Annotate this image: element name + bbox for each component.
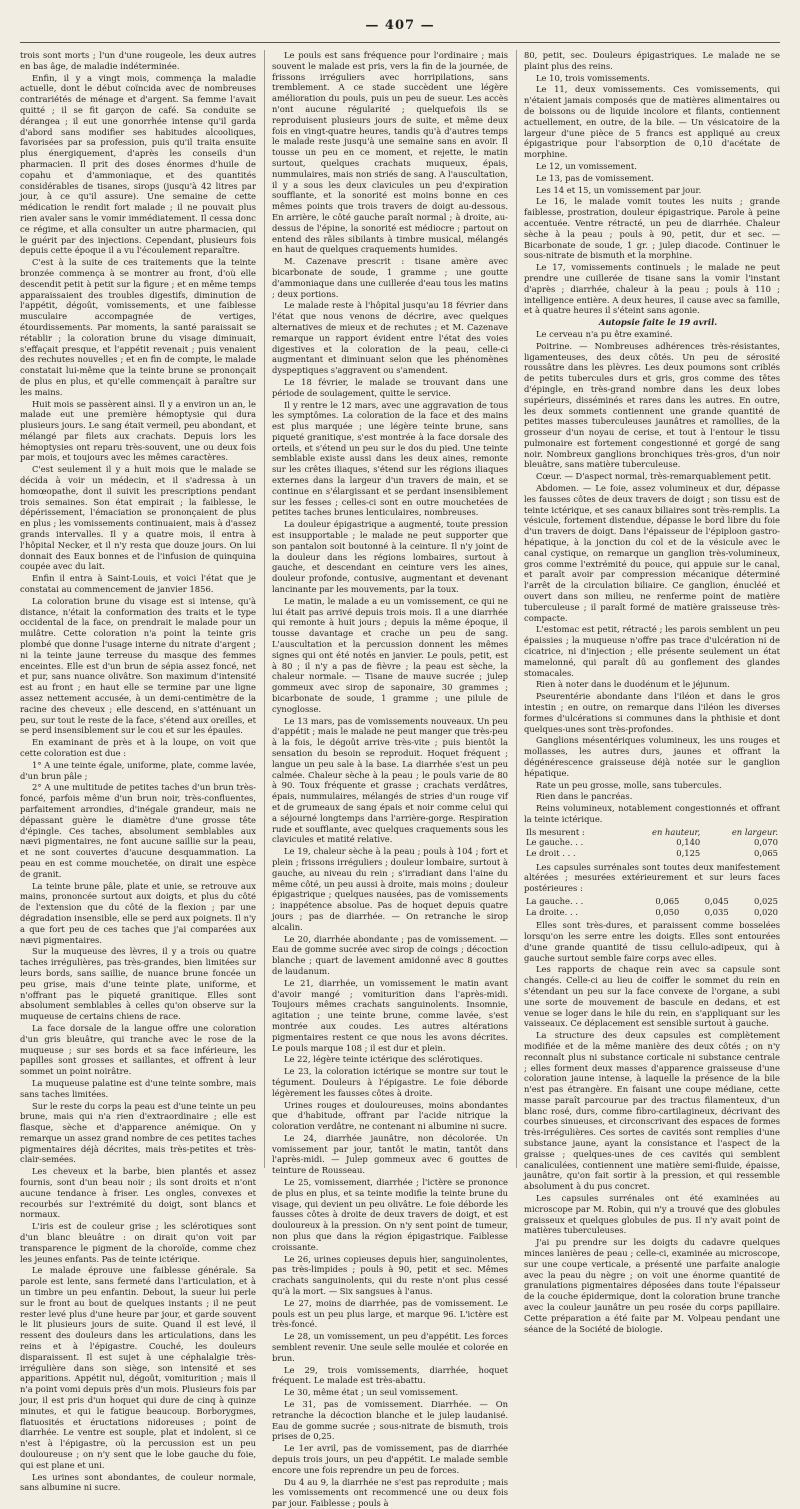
paragraph: Le 11, deux vomissements. Ces vomissements, qui n'étaient jamais composés que de matières alimentaires ou de boissons ou de liquide incolore et filants, contiennent actuellement, en outre, de la bile. — Un vésicatoire de la largeur d'une pièce de 5 francs est appliqué au creux épigastrique pour l'absorption de 0,10 d'acétate de morphine. — [524, 84, 780, 160]
paragraph: Le 13 mars, pas de vomissements nouveaux. Un peu d'appétit ; mais le malade ne peut manger que très-peu à la fois, le dégoût arrive très-vite ; puis bientôt la sensation du besoin se reproduit. Hoquet fréquent ; langue un peu sale à la base. La diarrhée s'est un peu calmée. Chaleur sèche à la peau ; le pouls varie de 80 à 90. Toux fréquente et grasse ; crachats verdâtres, épais, nummulaires, mélangés de stries d'un rouge vif et de grumeaux de sang épais et noir comme celui qui a séjourné longtemps dans l'arrière-gorge. Respiration rude et soufflante, avec quelques craquements sous les clavicules et matité relative. — [272, 715, 508, 845]
paragraph: Le matin, le malade a eu un vomissement, ce qui ne lui était pas arrivé depuis trois mois. Il a une diarrhée qui remonte à huit jours ; depuis la même époque, il tousse davantage et crache un peu de sang. L'auscultation et la percussion donnent les mêmes signes qui ont été notés en janvier. Le pouls, petit, est à 80 ; il n'y a pas de fièvre ; la peau est sèche, la chaleur normale. — Tisane de mauve sucrée ; julep gommeux avec sirop de saponaire, 30 grammes ; bicarbonate de soude, 1 gramme ; une pilule de cynoglosse. — [272, 595, 508, 714]
paragraph: Le 26, urines copieuses depuis hier, sanguinolentes, pas très-limpides ; pouls à 90, petit et sec. Mêmes crachats sanguinolents, qui du reste n'ont plus cessé qu'à la mort. — Six sangsues à l'anus. — [272, 1253, 508, 1297]
paragraph: Urines rouges et douloureuses, moins abondantes que d'habitude, offrant par l'acide nitrique la coloration verdâtre, ne contenant ni albumine ni sucre. — [272, 1099, 508, 1132]
table-cell: Le droit . . . — [526, 847, 576, 858]
paragraph: Le 22, légère teinte ictérique des sclérotiques. — [284, 1054, 483, 1065]
column-1 — [20, 50, 256, 1493]
paragraph: Le malade éprouve une faiblesse générale. Sa parole est lente, sans fermeté dans l'articulation, et à un timbre un peu enfantin. Debout, la sueur lui perle sur le front au bout de quelques instants ; il ne peut rester levé plus d'une heure par jour, et garde souvent le lit plusieurs jours de suite. Quand il est levé, il ressent des douleurs dans les articulations, dans les reins et à l'épigastre. Couché, les douleurs disparaissent. Il est sujet à une céphalalgie très-irrégulière dans son siège, son intensité et ses apparitions. Appétit nul, dégoût, vomiturition ; mais il n'a point vomi depuis près d'un mois. Plusieurs fois par jour, il est pris d'un hoquet qui dure de cinq à quinze minutes, et qui le fatigue beaucoup. Borborygmes, flatuosités et éructations nidoreuses ; point de diarrhée. Le ventre est souple, plat et indolent, si ce n'est à l'épigastre, où la percussion est un peu douloureuse ; on n'y sent que le lobe gauche du foie, qui est plane et uni. — [20, 1265, 256, 1470]
paragraph: Rate un peu grosse, molle, sans tubercules. — [536, 779, 722, 790]
paragraph: Les cheveux et la barbe, bien plantés et assez fournis, sont d'un beau noir ; ils sont droits et n'ont aucune tendance à friser. Les ongles, convexes et recourbés sur l'extrémité du doigt, sont blancs et normaux. — [20, 1166, 256, 1220]
table-header-row — [524, 827, 780, 838]
table-cell: 0,045 — [704, 895, 729, 906]
paragraph: La face dorsale de la langue offre une coloration d'un gris bleuâtre, qui tranche avec le rose de la muqueuse ; sur ses bords et sa face inférieure, les papilles sont grosses et saillantes, et offrent à leur sommet un point noirâtre. — [20, 1022, 256, 1077]
table-cell: Le gauche. . . — [526, 837, 584, 848]
paragraph: Le 21, diarrhée, un vomissement le matin avant d'avoir mangé ; vomiturition dans l'après-midi. Toujours mêmes crachats sanguinolents. Insomnie, agitation ; une teinte brune, comme lavée, s'est montrée aux coudes. Les autres altérations pigmentaires restent ce que nous les avons décrites. Le pouls marque 108 ; il est dur et plein. — [272, 977, 508, 1053]
table-row — [524, 837, 780, 848]
paragraph: Le pouls est sans fréquence pour l'ordinaire ; mais souvent le malade est pris, vers la fin de la journée, de frissons irréguliers avec horripilations, sans tremblement. A ce stade succèdent une légère amélioration du pouls, puis un peu de sueur. Les accès n'ont aucune régularité ; quelquefois ils se reproduisent plusieurs jours de suite, et même deux fois en vingt-quatre heures, tandis qu'à d'autres temps le malade reste jusqu'à une semaine sans en avoir. Il tousse un peu en ce moment, et rejette, le matin surtout, quelques crachats muqueux, épais, nummulaires, mais non striés de sang. A l'auscultation, il y a sous les deux clavicules un peu d'expiration soufflante, et la sonorité est moins bonne en ces mêmes points que trois travers de doigt au-dessous. En arrière, le côté gauche paraît normal ; à droite, au-dessus de l'épine, la sonorité est médiocre ; partout on entend des râles sibilants à timbre musical, mélangés en haut de quelques craquements humides. — [272, 50, 508, 255]
paragraph: C'est seulement il y a huit mois que le malade se décida à voir un médecin, et il s'adressa à un homœopathe, dont il suivit les prescriptions pendant trois semaines. Son état empirait ; la faiblesse, le dépérissement, l'émaciation se prononçaient de plus en plus ; les vomissements continuaient, mais à d'assez grands intervalles. Il y a quatre mois, il entra à l'hôpital Necker, et il n'y resta que douze jours. On lui donnait des Eaux bonnes et de l'infusion de quinquina coupée avec du lait. — [20, 464, 256, 572]
paragraph: 80, petit, sec. Douleurs épigastriques. Le malade ne se plaint plus des reins. — [524, 50, 780, 71]
paragraph: M. Cazenave prescrit : tisane amère avec bicarbonate de soude, 1 gramme ; une goutte d'ammoniaque dans une cuillerée d'eau tous les matins ; deux portions. — [272, 256, 508, 299]
paragraph: Huit mois se passèrent ainsi. Il y a environ un an, le malade eut une première hémoptysie qui dura plusieurs jours. Le sang était vermeil, peu abondant, et mélangé par filets aux crachats. Depuis lors les hémoptysies ont reparu très-souvent, une ou deux fois par mois, et toujours avec les mêmes caractères. — [20, 398, 256, 463]
capsule-measurement-table — [524, 896, 780, 917]
paragraph: Les rapports de chaque rein avec sa capsule sont changés. Celle-ci au lieu de coiffer le sommet du rein en s'étendant un peu sur la face convexe de l'organe, a subi une sorte de mouvement de bascule en dedans, et est venue se loger dans le hile du rein, en s'appliquant sur les vaisseaux. Ce déplacement est sensible surtout à gauche. — [524, 964, 780, 1029]
paragraph: Le 20, diarrhée abondante ; pas de vomissement. — Eau de gomme sucrée avec sirop de coings ; décoction blanche ; quart de lavement amidonné avec 8 gouttes de laudanum. — [272, 933, 508, 976]
table-row — [524, 896, 780, 907]
paragraph: Les urines sont abondantes, de couleur normale, sans albumine ni sucre. — [20, 1471, 256, 1493]
paragraph: Le 16, le malade vomit toutes les nuits ; grande faiblesse, prostration, douleur épigastrique. Parole à peine accentuée. Ventre rétracté, un peu de diarrhée. Chaleur sèche à la peau ; pouls à 90, petit, dur et sec. — Bicarbonate de soude, 1 gr. ; julep diacode. Continuer le sous-nitrate de bismuth et la morphine. — [524, 196, 780, 261]
paragraph: Enfin il entra à Saint-Louis, et voici l'état que je constatai au commencement de janvier 1856. — [20, 573, 256, 595]
table-cell: 0,025 — [754, 895, 778, 906]
paragraph: La coloration brune du visage est si intense, qu'à distance, n'était la conformation des traits et le type occidental de la face, on prendrait le malade pour un mulâtre. Cette coloration n'a point la teinte gris plombé que donne l'usage interne du nitrate d'argent ; ni la teinte jaune terreuse du masque des femmes enceintes. Elle est d'un brun de sépia assez foncé, net et pur, sans nuance olivâtre. Son maximum d'intensité est au front ; en haut elle se termine par une ligne assez nettement accusée, à un demi-centimètre de la racine des cheveux ; elle descend, en s'atténuant un peu, sur tout le reste de la face, s'étend aux oreilles, et se perd insensiblement sur le cou et sur les épaules. — [20, 595, 256, 736]
table-cell: 0,065 — [754, 847, 778, 858]
paragraph: Le 28, un vomissement, un peu d'appétit. Les forces semblent revenir. Une seule selle moulée et colorée en brun. — [272, 1331, 508, 1363]
paragraph: Du 4 au 9, la diarrhée ne s'est pas reproduite ; mais les vomissements ont recommencé une ou deux fois par jour. Faiblesse ; pouls à — [272, 1476, 508, 1509]
paragraph: Rien à noter dans le duodénum et le jéjunum. — [536, 679, 730, 690]
paragraph: Cœur. — D'aspect normal, très-remarquablement petit. — [536, 471, 772, 482]
paragraph: Les capsules surrénales sont toutes deux manifestement altérées ; mesurées extérieurement et sur leurs faces postérieures : — [524, 861, 780, 894]
paragraph: Pseurentérie abondante dans l'iléon et dans le gros intestin ; en outre, on remarque dans l'iléon les diverses formes d'ulcérations si communes dans la phthisie et dont quelques-unes sont très-profondes. — [524, 691, 780, 734]
page-number: — 407 — — [365, 18, 435, 33]
table-header: en hauteur, — [651, 826, 701, 837]
table-cell: 0,065 — [655, 895, 680, 906]
paragraph: Le 1er avril, pas de vomissement, pas de diarrhée depuis trois jours, un peu d'appétit. Le malade semble encore une fois reprendre un peu de forces. — [272, 1443, 508, 1475]
table-cell: La gauche. . . — [526, 895, 584, 906]
paragraph: C'est à la suite de ces traitements que la teinte bronzée commença à se montrer au front, d'où elle descendit petit à petit sur la figure ; et en même temps apparaissaient des troubles digestifs, diminution de l'appétit, dégoût, vomissements, et une faiblesse musculaire accompagnée de vertiges, étourdissements. Par moments, la santé paraissait se rétablir ; la coloration brune du visage diminuait, s'effaçait presque, et l'appétit revenait ; puis venaient des rechutes nouvelles ; et en fin de compte, le malade constatait lui-même que la teinte brune se prononçait de plus en plus, et qu'elle commençait à paraître sur les mains. — [20, 257, 256, 397]
column-2 — [272, 50, 508, 1509]
paragraph: Sur la muqueuse des lèvres, il y a trois ou quatre taches irrégulières, pas très-grandes, bien limitées sur leurs bords, sans saillie, de nuance brune foncée un peu grise, mais d'une teinte plate, uniforme, et n'offrant pas le piqueté granitique. Elles sont absolument semblables à celles qu'on observe sur la muqueuse de certains chiens de race. — [20, 946, 256, 1022]
paragraph: Le 24, diarrhée jaunâtre, non décolorée. Un vomissement par jour, tantôt le matin, tantôt dans l'après-midi. — Julep gommeux avec 6 gouttes de teinture de Rousseau. — [272, 1132, 508, 1176]
paragraph: Elles sont très-dures, et paraissent comme bosselées lorsqu'on les serre entre les doigts. Elles sont entourées d'une grande quantité de tissu cellulo-adipeux, qui à gauche surtout semble faire corps avec elles. — [524, 920, 780, 963]
paragraph: Le 29, trois vomissements, diarrhée, hoquet fréquent. Le malade est très-abattu. — [272, 1364, 508, 1386]
paragraph: Le malade reste à l'hôpital jusqu'au 18 février dans l'état que nous venons de décrire, avec quelques alternatives de mieux et de rechutes ; et M. Cazenave remarque un rapport évident entre l'état des voies digestives et la coloration de la peau, celle-ci augmentant et diminuant selon que les phénomènes dyspeptiques s'aggravent ou s'amendent. — [272, 300, 508, 376]
paragraph: La douleur épigastrique a augmenté, toute pression est insupportable ; le malade ne peut supporter que son pantalon soit boutonné à la ceinture. Il n'y joint de la douleur dans les régions lombaires, surtout à gauche, et descendant en ceinture vers les aines, douleur profonde, contusive, augmentant et devenant lancinante par les mouvements, par la toux. — [272, 519, 508, 595]
table-cell: La droite. . . — [526, 906, 578, 917]
paragraph: Le 31, pas de vomissement. Diarrhée. — On retranche la décoction blanche et le julep laudanisé. Eau de gomme sucrée ; sous-nitrate de bismuth, trois prises de 0,25. — [272, 1399, 508, 1442]
paragraph: Rien dans le pancréas. — [536, 791, 633, 802]
paragraph: J'ai pu prendre sur les doigts du cadavre quelques minces lanières de peau ; celle-ci, examinée au microscope, sur une coupe verticale, a présenté une parfaite analogie avec la peau du nègre ; on voit une énorme quantité de granulations pigmentaires déposées dans toute l'épaisseur de la couche épidermique, dont la coloration brune tranche avec la couleur jaunâtre un peu rosée du corps papillaire. Cette préparation a été faite par M. Volpeau pendant une séance de la Société de biologie. — [524, 1237, 780, 1334]
paragraph: Ganglions mésentériques volumineux, les uns rouges et mollasses, les autres durs, jaunes et offrant la dégénérescence graisseuse déjà notée sur le ganglion hépatique. — [524, 735, 780, 778]
paragraph: Le 17, vomissements continuels ; le malade ne peut prendre une cuillerée de tisane sans la vomir l'instant d'après ; diarrhée, chaleur à la peau ; pouls à 110 ; intelligence entière. A deux heures, il cause avec sa famille, et à quatre heures il s'éteint sans agonie. — [524, 262, 780, 316]
table-cell: 0,140 — [676, 837, 701, 848]
autopsy-heading: Autopsie faite le 19 avril. — [598, 317, 718, 328]
table-row — [524, 848, 780, 859]
table-cell: 0,035 — [704, 906, 729, 917]
paragraph: En examinant de près et à la loupe, on voit que cette coloration est due : — [20, 737, 256, 758]
column-divider — [516, 50, 517, 1168]
paragraph: Le 27, moins de diarrhée, pas de vomissement. Le pouls est un peu plus large, et marque 96. L'ictère est très-foncé. — [272, 1297, 508, 1330]
paragraph: Le cerveau n'a pu être examiné. — [536, 328, 673, 339]
paragraph: La teinte brune pâle, plate et unie, se retrouve aux mains, prononcée surtout aux doigts, et plus du côté de l'extension que du côté de la flexion ; par une dégradation insensible, elle se perd aux poignets. Il n'y a que fort peu de ces taches que j'ai comparées aux nævi pigmentaires. — [20, 880, 256, 945]
table-cell: 0,020 — [754, 906, 778, 917]
paragraph: trois sont morts ; l'un d'une rougeole, les deux autres en bas âge, de maladie indéterminée. — [20, 50, 256, 71]
table-cell: 0,050 — [655, 906, 680, 917]
table-header: en largeur. — [731, 826, 778, 837]
paragraph: Le 12, un vomissement. — [536, 160, 637, 171]
paragraph: 1° A une teinte égale, uniforme, plate, comme lavée, d'un brun pâle ; — [20, 759, 256, 781]
paragraph: Il y rentre le 12 mars, avec une aggravation de tous les symptômes. La coloration de la face et des mains est plus marquée ; une légère teinte brune, sans piqueté granitique, s'est montrée à la face dorsale des orteils, et s'étend un peu sur le dos du pied. Une teinte semblable existe aussi dans les deux aines, remonte sur les crêtes iliaques, s'étend sur les régions iliaques externes dans la largeur d'un travers de main, et se continue en s'élargissant et se perdant insensiblement sur les fesses ; celles-ci sont en outre mouchetées de petites taches brunes lenticulaires, nombreuses. — [272, 399, 508, 518]
paragraph: Le 19, chaleur sèche à la peau ; pouls à 104 ; fort et plein ; frissons irréguliers ; douleur lombaire, surtout à gauche, au niveau du rein ; s'irradiant dans l'aine du même côté, un peu aussi à droite, mais moins ; douleur épigastrique ; quelques nausées, pas de vomissements ; inappétence absolue. Pas de hoquet depuis quatre jours ; pas de diarrhée. — On retranche le sirop alcalin. — [272, 846, 508, 932]
paragraph: Abdomen. — Le foie, assez volumineux et dur, dépasse les fausses côtes de deux travers de doigt ; son tissu est de teinte ictérique, et ses canaux biliaires sont très-remplis. La vésicule, fortement distendue, dépasse le bord libre du foie d'un travers de doigt. Dans l'épaisseur de l'épiploon gastro-hépatique, à la jonction du col et de la vésicule avec le canal cystique, on remarque un ganglion très-volumineux, gros comme l'extrémité du pouce, qui appuie sur le canal, et paraît avoir par compression mécanique déterminé l'arrêt de la circulation biliaire. Ce ganglion, énucléé et ouvert dans son milieu, ne renferme point de matière tuberculeuse ; il paraît formé de matière graisseuse très-compacte. — [524, 483, 780, 623]
paragraph: Le 25, vomissement, diarrhée ; l'ictère se prononce de plus en plus, et sa teinte modifie la teinte brune du visage, qui devient un peu olivâtre. Le foie déborde les fausses côtes à droite de deux travers de doigt, et est douloureux à la pression. On n'y sent point de tumeur, non plus que dans la région épigastrique. Faiblesse croissante. — [272, 1177, 508, 1252]
paragraph: Le 23, la coloration ictérique se montre sur tout le tégument. Douleurs à l'épigastre. Le foie déborde légèrement les fausses côtes à droite. — [272, 1066, 508, 1098]
paragraph: Le 18 février, le malade se trouvant dans une période de soulagement, quitte le service. — [272, 376, 508, 398]
column-divider — [264, 50, 265, 1168]
kidney-measurement-table — [524, 827, 780, 859]
paragraph: Poitrine. — Nombreuses adhérences très-résistantes, ligamenteuses, des deux côtés. Un peu de sérosité roussâtre dans les plèvres. Les deux poumons sont criblés de petits tubercules durs et gris, gros comme des têtes d'épingle, en très-grand nombre dans les deux lobes supérieurs, disséminés et rares dans les autres. En outre, les deux sommets contiennent une grande quantité de petites masses tuberculeuses jaunâtres et ramollies, de la grosseur d'un noyau de cerise, et tout à l'entour le tissu pulmonaire est fortement congestionné et gorgé de sang noir. Nombreux ganglions bronchiques très-gros, d'un noir bleuâtre, sans matière tuberculeuse. — [524, 340, 780, 470]
paragraph: La structure des deux capsules est complètement modifiée et de la même manière des deux côtés ; on n'y reconnaît plus ni substance corticale ni substance centrale ; elles forment deux masses d'apparence graisseuse d'une coloration jaune intense, à laquelle la présence de la bile n'est pas étrangère. En faisant une coupe médiane, cette masse paraît parcourue par des tractus filamenteux, d'un blanc rosé, durs, comme fibro-cartilagineux, décrivant des courbes sinueuses, et circonscrivant des espaces de formes très-irrégulières. Ces sortes de cavités sont remplies d'une substance jaune, ayant la consistance et l'aspect de la graisse ; quelques-unes de ces cavités qui semblent canaliculées, contiennent une matière semi-fluide, épaisse, jaunâtre, qu'on fait sortir à la pression, et qui ressemble absolument à du pus concret. — [524, 1030, 780, 1192]
paragraph: Les 14 et 15, un vomissement par jour. — [536, 184, 702, 195]
paragraph: L'iris est de couleur grise ; les sclérotiques sont d'un blanc bleuâtre : on dirait qu'on voit par transparence le pigment de la choroïde, comme chez les jeunes enfants. Pas de teinte ictérique. — [20, 1221, 256, 1264]
table-cell: 0,070 — [754, 837, 778, 848]
paragraph: Enfin, il y a vingt mois, commença la maladie actuelle, dont le début coïncida avec de nombreuses contrariétés de ménage et d'argent. Sa femme l'avait quitté ; il se fit garçon de café. Sa conduite se dérangea ; il eut une gonorrhée intense qu'il garda d'abord sans modifier ses habitudes alcooliques, favorisées par sa profession, puis qu'il traita ensuite plus énergiquement, d'après les conseils d'un pharmacien. Il prit des doses énormes d'huile de copahu et d'ammoniaque, et des quantités considérables de tisanes, sirops (jusqu'à 42 litres par jour, à ce qu'il assure). Une semaine de cette médication le rendit fort malade ; il ne pouvait plus rien avaler sans le vomir immédiatement. Il cessa donc ce régime, et alla consulter un autre pharmacien, qui le guérit par des injections. Cependant, plusieurs fois depuis cette époque il a vu l'écoulement reparaître. — [20, 72, 256, 256]
paragraph: Reins volumineux, notablement congestionnés et offrant la teinte ictérique. — [524, 803, 780, 824]
paragraph: Sur le reste du corps la peau est d'une teinte un peu brune, mais qui n'a rien d'extraordinaire ; elle est flasque, sèche et d'apparence anémique. On y remarque un assez grand nombre de ces petites taches pigmentaires déjà décrites, mais très-petites et très-clair-semées. — [20, 1100, 256, 1165]
paragraph: Le 30, même état ; un seul vomissement. — [284, 1387, 459, 1398]
column-3 — [524, 50, 780, 1334]
paragraph: Le 13, pas de vomissement. — [536, 172, 654, 183]
paragraph: La muqueuse palatine est d'une teinte sombre, mais sans taches limitées. — [20, 1077, 256, 1099]
header-rule — [20, 42, 780, 43]
table-cell: Ils mesurent : — [526, 826, 585, 837]
paragraph: 2° A une multitude de petites taches d'un brun très-foncé, parfois même d'un brun noir, très-confluentes, parfaitement arrondies, d'inégale grandeur, mais ne dépassant guère le diamètre d'une grosse tête d'épingle. Ces taches, absolument semblables aux nævi pigmentaires, ne font aucune saillie sur la peau, et ne sont couvertes d'aucune desquammation. La peau en est comme mouchetée, on dirait une espèce de granit. — [20, 782, 256, 879]
paragraph: Les capsules surrénales ont été examinées au microscope par M. Robin, qui n'y a trouvé que des globules graisseux et quelques globules de pus. Il n'y avait point de matières tuberculeuses. — [524, 1193, 780, 1236]
table-row — [524, 907, 780, 918]
paragraph: L'estomac est petit, rétracté ; les parois semblent un peu épaissies ; la muqueuse n'offre pas trace d'ulcération ni de cicatrice, ni d'injection ; elle présente seulement un état mamelonné, qui paraît dû au gonflement des glandes stomacales. — [524, 624, 780, 678]
table-cell: 0,125 — [676, 847, 701, 858]
paragraph: Le 10, trois vomissements. — [536, 72, 650, 83]
